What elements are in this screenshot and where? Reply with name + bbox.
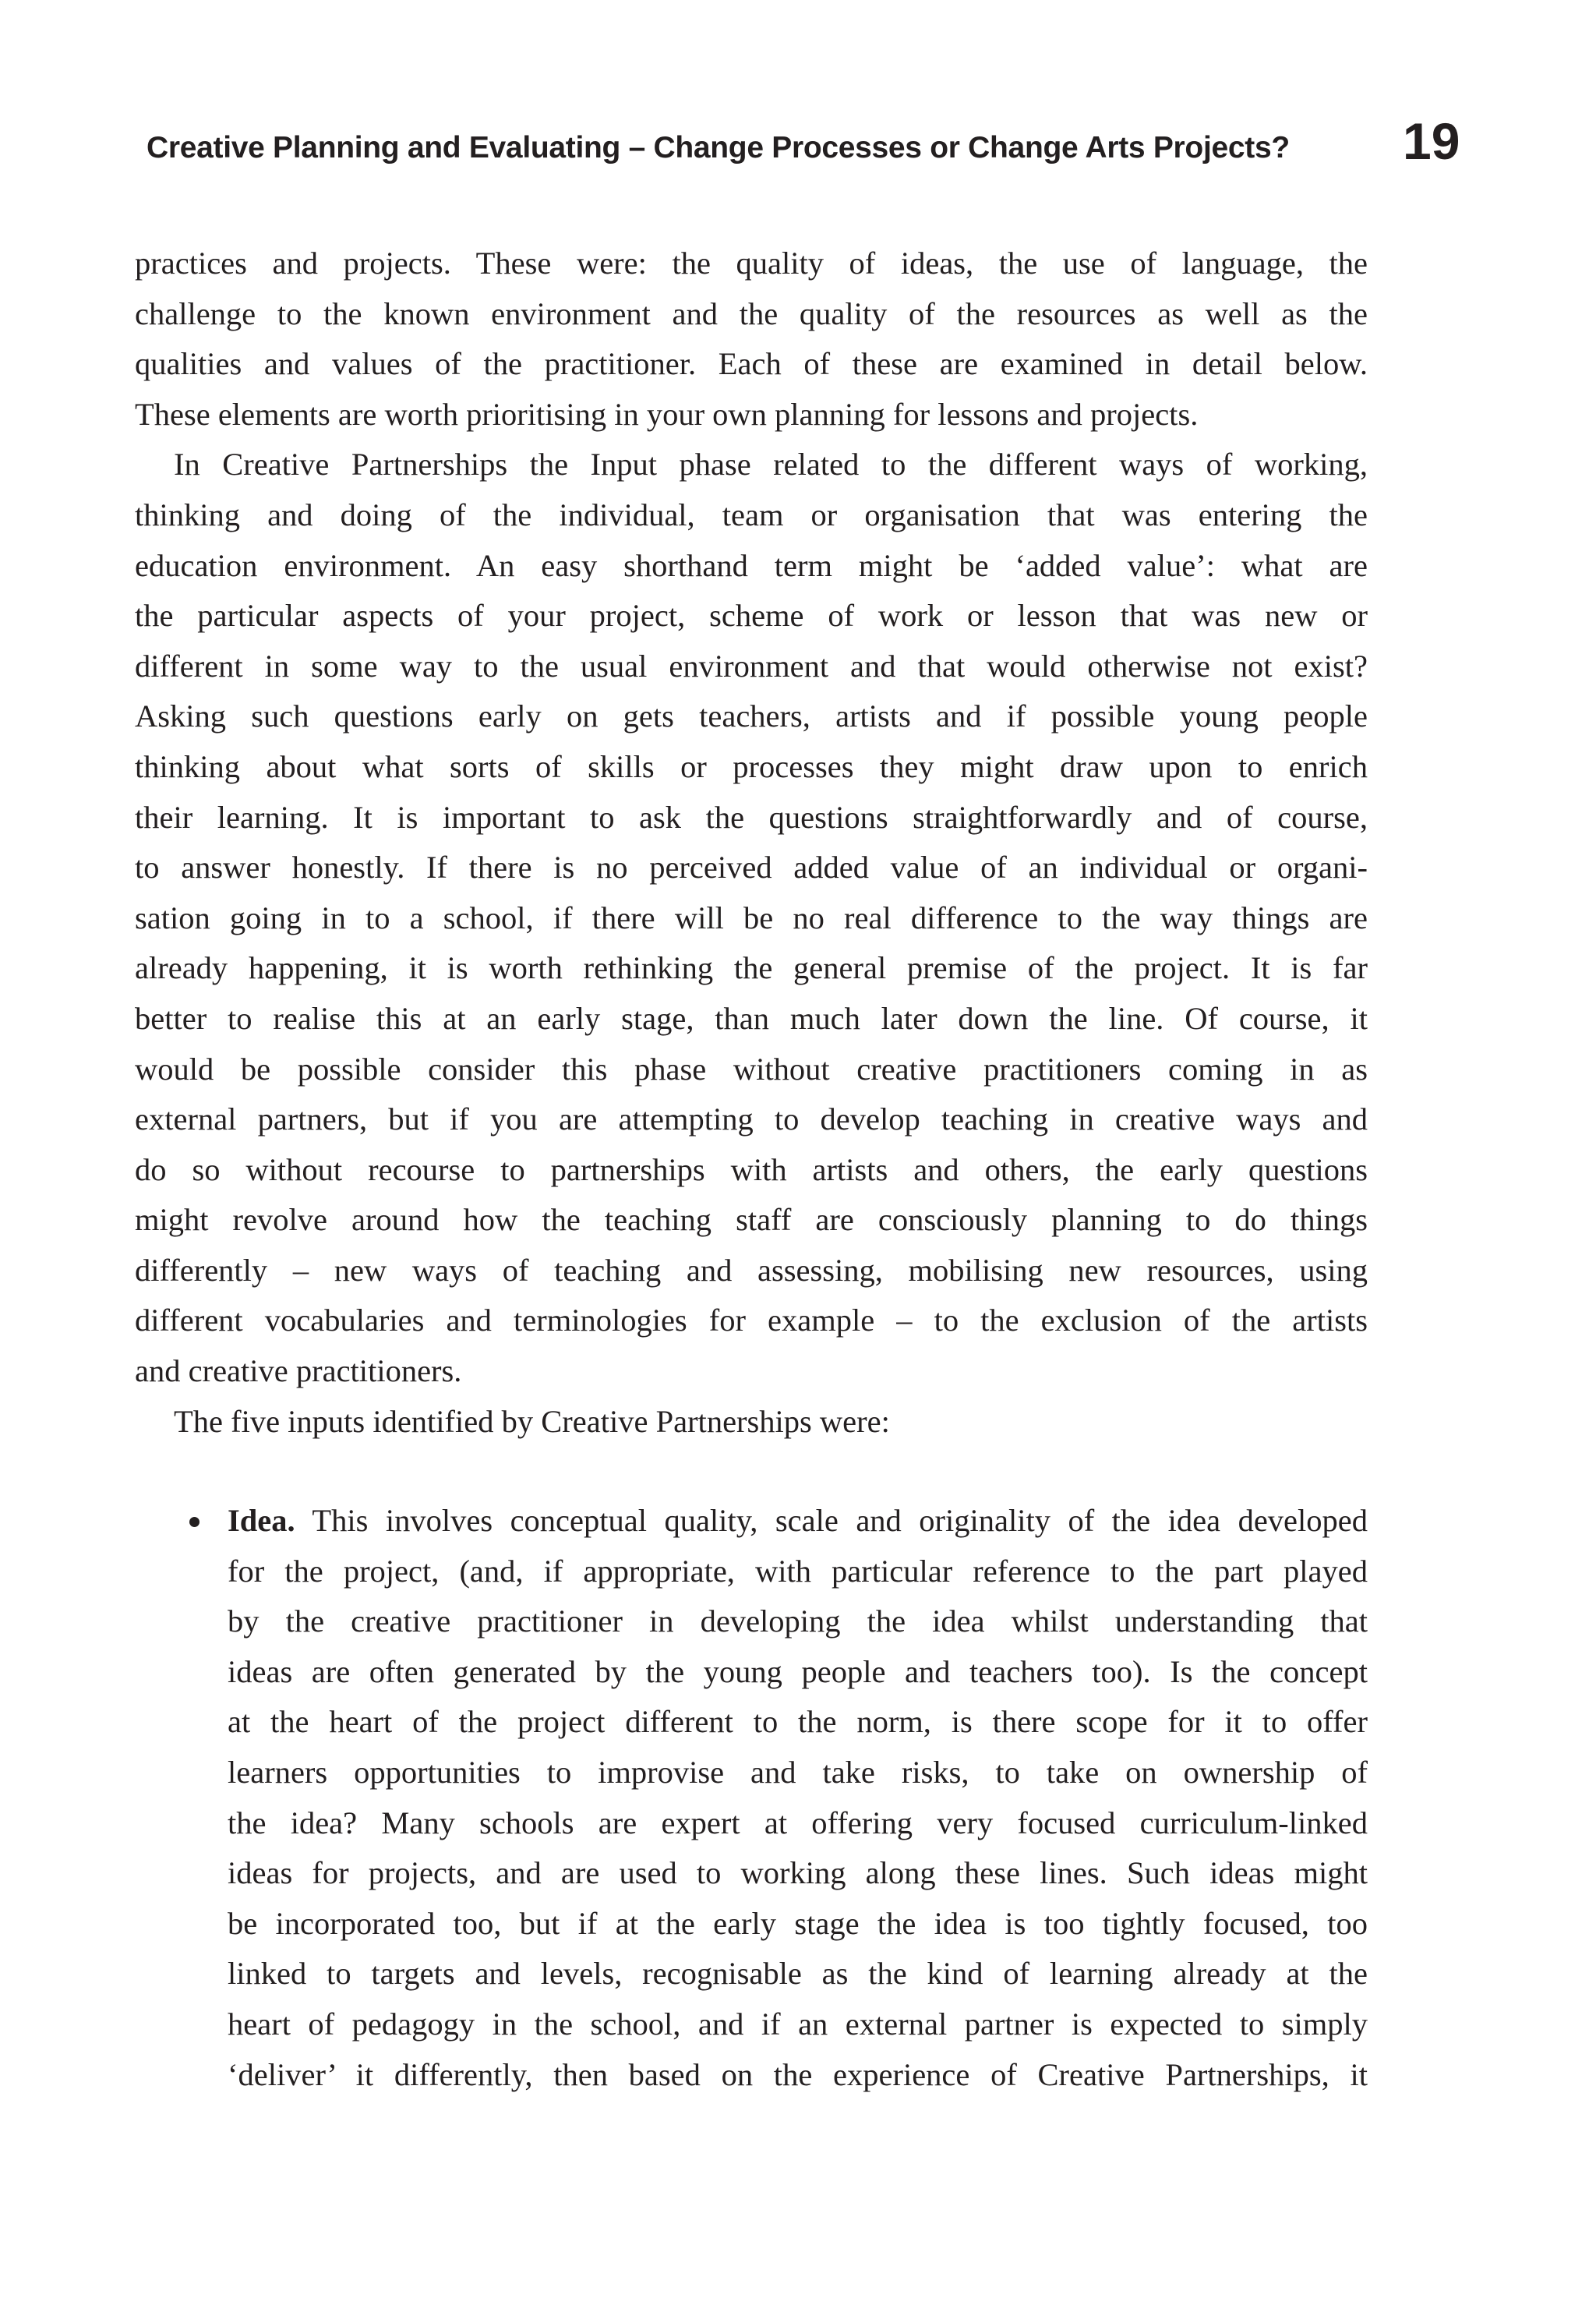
text-line: These elements are worth prioritising in your own planning for lessons and projects. <box>135 396 1199 432</box>
text-line: education environment. An easy shorthand term might be ‘added value’: what are <box>135 547 1368 583</box>
text-line: heart of pedagogy in the school, and if an external partner is expected to simply <box>228 2006 1368 2042</box>
text-line: by the creative practitioner in developing the idea whilst understanding that <box>228 1603 1368 1639</box>
text-line: learners opportunities to improvise and take risks, to take on ownership of <box>228 1754 1368 1790</box>
text-line: for the project, (and, if appropriate, with particular reference to the part played <box>228 1553 1368 1589</box>
text-line: already happening, it is worth rethinking the general premise of the project. It is far <box>135 950 1368 986</box>
text-line: better to realise this at an early stage, than much later down the line. Of course, it <box>135 1000 1368 1036</box>
text-line: be incorporated too, but if at the early stage the idea is too tightly focused, too <box>228 1905 1368 1941</box>
text-line: In Creative Partnerships the Input phase related to the different ways of working, <box>174 447 1368 483</box>
text-line: challenge to the known environment and the quality of the resources as well as the <box>135 295 1368 331</box>
text-line: their learning. It is important to ask the questions straightforwardly and of course, <box>135 799 1368 835</box>
running-title: Creative Planning and Evaluating – Change Processes or Change Arts Projects? <box>147 131 1290 164</box>
text-line: the particular aspects of your project, scheme of work or lesson that was new or <box>135 598 1368 634</box>
running-header <box>147 112 1471 178</box>
text-line: different vocabularies and terminologies for example – to the exclusion of the artists <box>135 1303 1368 1338</box>
text-line: qualities and values of the practitioner. Each of these are examined in detail below. <box>135 346 1368 382</box>
text-line: thinking and doing of the individual, team or organisation that was entering the <box>135 497 1368 532</box>
text-line: and creative practitioners. <box>135 1353 462 1389</box>
body-text <box>135 239 1368 1447</box>
text-line: to answer honestly. If there is no perceived added value of an individual or organi- <box>135 850 1368 886</box>
text-line: thinking about what sorts of skills or processes they might draw upon to enrich <box>135 748 1368 784</box>
bullet-dot-icon <box>189 1517 200 1527</box>
bullet-term: Idea. <box>228 1503 295 1538</box>
text-line: ‘deliver’ it differently, then based on the experience of Creative Partnerships, it <box>228 2056 1368 2092</box>
text-line: external partners, but if you are attempting to develop teaching in creative ways and <box>135 1101 1368 1137</box>
text-line: ideas are often generated by the young people and teachers too). Is the concept <box>228 1653 1368 1689</box>
text-line: different in some way to the usual environment and that would otherwise not exist? <box>135 648 1368 684</box>
list-item <box>228 1496 1368 2100</box>
text-line: differently – new ways of teaching and assessing, mobilising new resources, using <box>135 1252 1368 1288</box>
text-line: ideas for projects, and are used to working along these lines. Such ideas might <box>228 1855 1368 1891</box>
text-line <box>228 1496 1368 1547</box>
text-line: practices and projects. These were: the quality of ideas, the use of language, the <box>135 246 1368 281</box>
text-line: sation going in to a school, if there will be no real difference to the way things are <box>135 900 1368 935</box>
text-line: at the heart of the project different to the norm, is there scope for it to offer <box>228 1704 1368 1740</box>
page-number: 19 <box>1403 112 1460 170</box>
text-line: do so without recourse to partnerships with artists and others, the early questions <box>135 1151 1368 1187</box>
text-line: might revolve around how the teaching staff are consciously planning to do things <box>135 1202 1368 1238</box>
text-line: linked to targets and levels, recognisable as the kind of learning already at the <box>228 1956 1368 1992</box>
bullet-first-line-text: This involves conceptual quality, scale and originality of the idea developed <box>295 1503 1368 1538</box>
text-line: the idea? Many schools are expert at offering very focused curriculum-linked <box>228 1805 1368 1840</box>
text-line: The five inputs identified by Creative Partnerships were: <box>174 1403 890 1439</box>
text-line: would be possible consider this phase without creative practitioners coming in as <box>135 1051 1368 1087</box>
text-line: Asking such questions early on gets teachers, artists and if possible young people <box>135 698 1368 734</box>
